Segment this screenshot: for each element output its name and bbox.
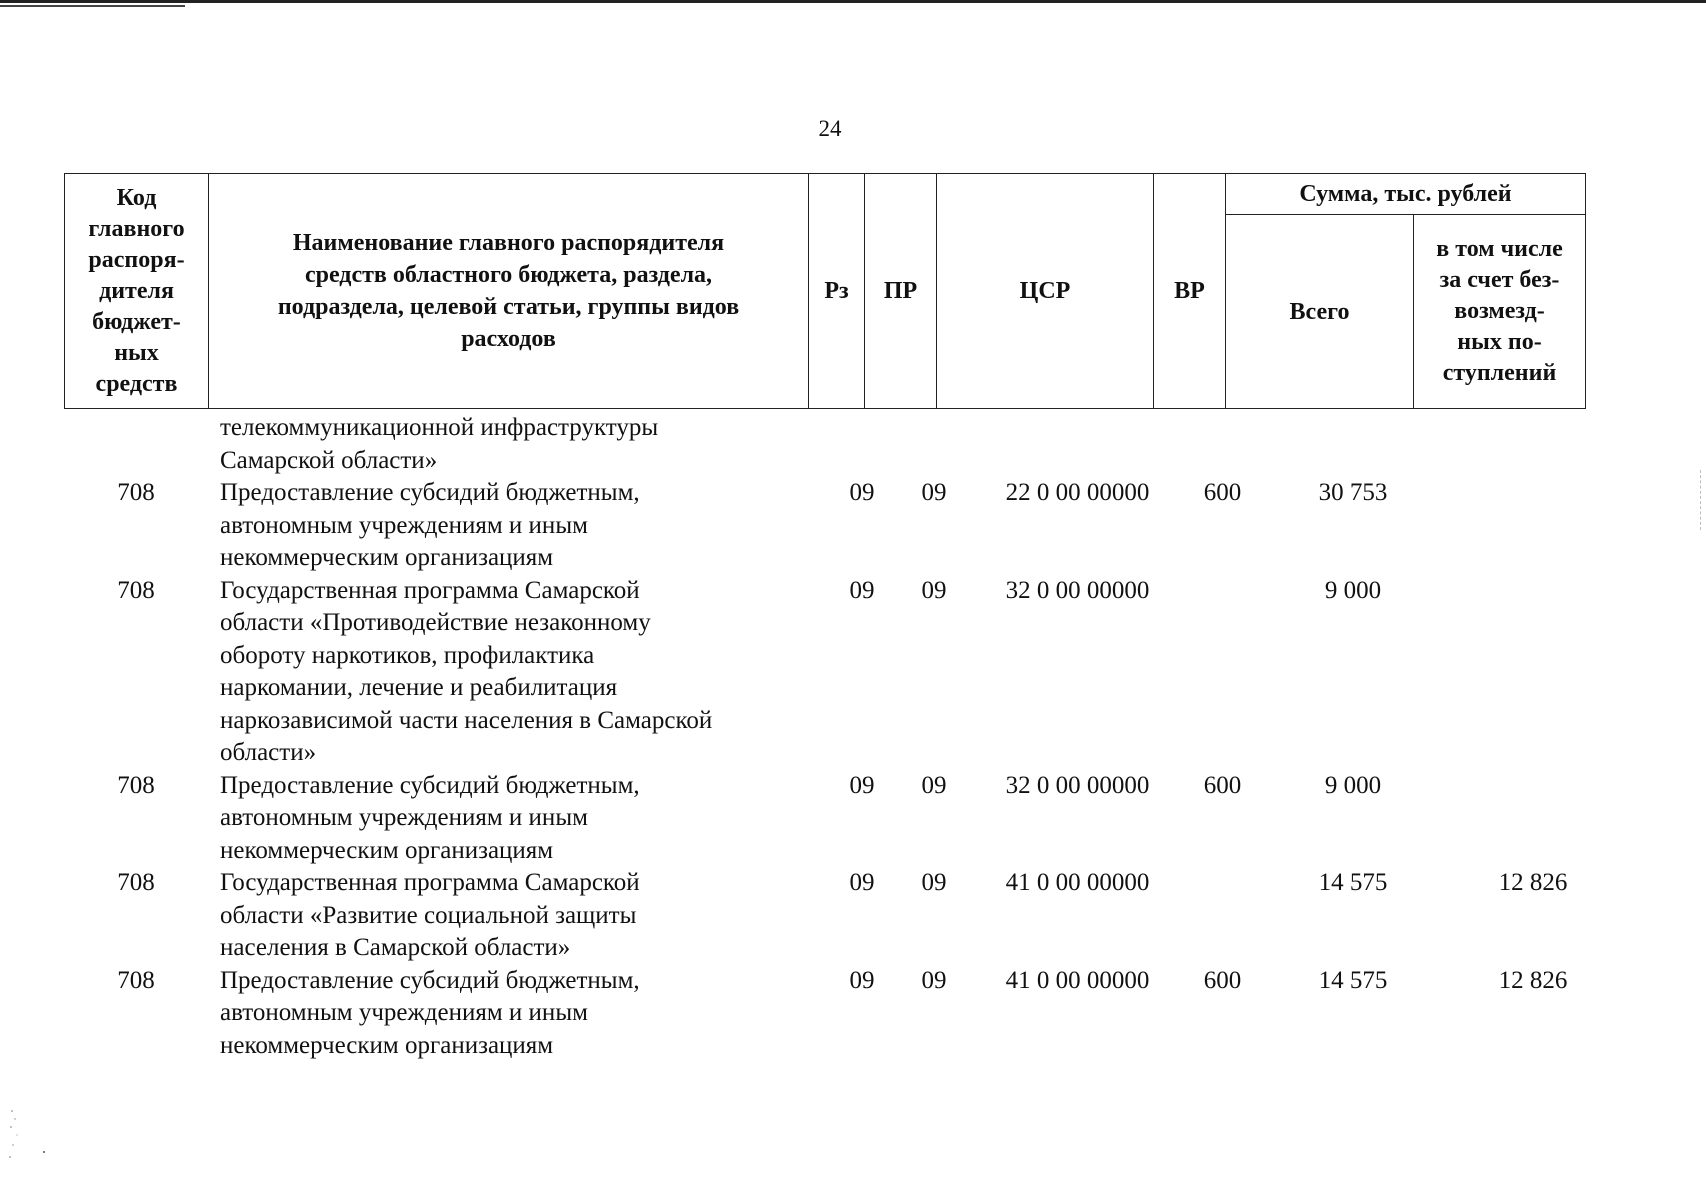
header-vr: ВР — [1154, 174, 1226, 409]
table-body — [64, 412, 1587, 1062]
header-name-line: подраздела, целевой статьи, группы видов — [277, 294, 740, 320]
cell-name-line: некоммерческим организациям — [220, 1031, 554, 1059]
cell-code: 708 — [117, 479, 155, 506]
cell-name-line: Самарской области» — [220, 446, 438, 474]
cell-name-line: области» — [220, 739, 317, 766]
cell-name-line: Предоставление субсидий бюджетным, — [220, 479, 640, 506]
scan-artifact — [1700, 470, 1703, 530]
scan-border-line — [0, 0, 1706, 3]
cell-rz: 09 — [849, 869, 875, 896]
cell-code: 708 — [117, 869, 155, 896]
cell-name-line: Государственная программа Самарской — [220, 869, 640, 896]
cell-name-line: области «Развитие социальной защиты — [220, 901, 637, 929]
cell-free: 12 826 — [1498, 869, 1568, 896]
cell-csr: 22 0 00 00000 — [1005, 479, 1150, 506]
header-code-line: дителя — [99, 277, 174, 304]
header-rz: Рз — [809, 174, 865, 409]
cell-name — [220, 965, 860, 1063]
cell-total: 30 753 — [1318, 479, 1388, 506]
cell-name — [220, 867, 860, 965]
cell-name — [220, 412, 860, 477]
cell-pr: 09 — [921, 966, 947, 994]
cell-name-line: автономным учреждениям и иным — [220, 804, 588, 831]
table-header — [64, 173, 1586, 409]
cell-name-line: автономным учреждениям и иным — [220, 999, 588, 1026]
cell-name-line: телекоммуникационной инфраструктуры — [220, 414, 659, 441]
table-row — [64, 575, 1587, 770]
cell-name-line: области «Противодействие незаконному — [220, 609, 651, 636]
header-csr: ЦСР — [937, 174, 1154, 409]
table-row — [64, 867, 1587, 965]
cell-csr: 32 0 00 00000 — [1005, 576, 1150, 604]
cell-name-line: наркозависимой части населения в Самарской — [220, 706, 713, 734]
header-name-line: средств областного бюджета, раздела, — [304, 262, 713, 288]
cell-rz: 09 — [849, 576, 875, 604]
cell-csr: 41 0 00 00000 — [1005, 869, 1150, 896]
header-free-line: ступлений — [1442, 360, 1557, 386]
header-free-line: возмезд- — [1454, 298, 1545, 324]
cell-name-line: населения в Самарской области» — [220, 934, 571, 961]
cell-code: 708 — [117, 966, 155, 994]
cell-rz: 09 — [849, 479, 875, 506]
header-sum: Сумма, тыс. рублей — [1226, 174, 1586, 215]
cell-name-line: автономным учреждениям и иным — [220, 511, 588, 539]
header-code-line: ных — [114, 339, 159, 366]
header-code-line: бюджет- — [92, 308, 181, 335]
header-code — [65, 174, 209, 409]
cell-name-line: Предоставление субсидий бюджетным, — [220, 771, 640, 799]
header-free-line: за счет без- — [1439, 267, 1560, 293]
cell-name-line: наркомании, лечение и реабилитация — [220, 674, 618, 701]
cell-csr: 41 0 00 00000 — [1005, 966, 1150, 994]
cell-pr: 09 — [921, 771, 947, 799]
table-row — [64, 965, 1587, 1063]
cell-total: 14 575 — [1318, 869, 1388, 896]
cell-vr: 600 — [1203, 479, 1242, 506]
table-row — [64, 477, 1587, 575]
cell-total: 9 000 — [1324, 576, 1382, 604]
cell-vr: 600 — [1203, 771, 1242, 799]
header-code-line: Код — [116, 184, 157, 211]
cell-name-line: некоммерческим организациям — [220, 836, 554, 864]
cell-free: 12 826 — [1498, 966, 1568, 994]
cell-name — [220, 770, 860, 868]
cell-name-line: некоммерческим организациям — [220, 544, 554, 571]
cell-code: 708 — [117, 771, 155, 799]
header-name — [209, 174, 809, 409]
page-number: 24 — [818, 116, 842, 141]
header-free-line: ных по- — [1457, 329, 1542, 355]
cell-rz: 09 — [849, 771, 875, 799]
header-free-line: в том числе — [1436, 236, 1563, 262]
scan-artifact — [8, 1105, 48, 1175]
header-free — [1414, 215, 1586, 409]
cell-code: 708 — [117, 576, 155, 604]
header-name-line: Наименование главного распорядителя — [292, 230, 725, 256]
header-total: Всего — [1226, 215, 1414, 409]
cell-name-line: Предоставление субсидий бюджетным, — [220, 966, 640, 994]
cell-pr: 09 — [921, 576, 947, 604]
scan-border-line — [0, 5, 185, 7]
cell-name-line: обороту наркотиков, профилактика — [220, 641, 595, 669]
cell-name — [220, 575, 860, 770]
header-code-line: средств — [95, 370, 178, 397]
cell-pr: 09 — [921, 869, 947, 896]
header-code-line: распоря- — [88, 246, 185, 273]
header-code-line: главного — [88, 215, 185, 242]
cell-csr: 32 0 00 00000 — [1005, 771, 1150, 799]
header-pr: ПР — [865, 174, 937, 409]
header-name-line: расходов — [461, 326, 556, 352]
cell-name-line: Государственная программа Самарской — [220, 576, 640, 604]
cell-rz: 09 — [849, 966, 875, 994]
table-row — [64, 412, 1587, 477]
cell-name — [220, 477, 860, 575]
table-row — [64, 770, 1587, 868]
cell-pr: 09 — [921, 479, 947, 506]
cell-total: 14 575 — [1318, 966, 1388, 994]
cell-vr: 600 — [1203, 966, 1242, 994]
cell-total: 9 000 — [1324, 771, 1382, 799]
